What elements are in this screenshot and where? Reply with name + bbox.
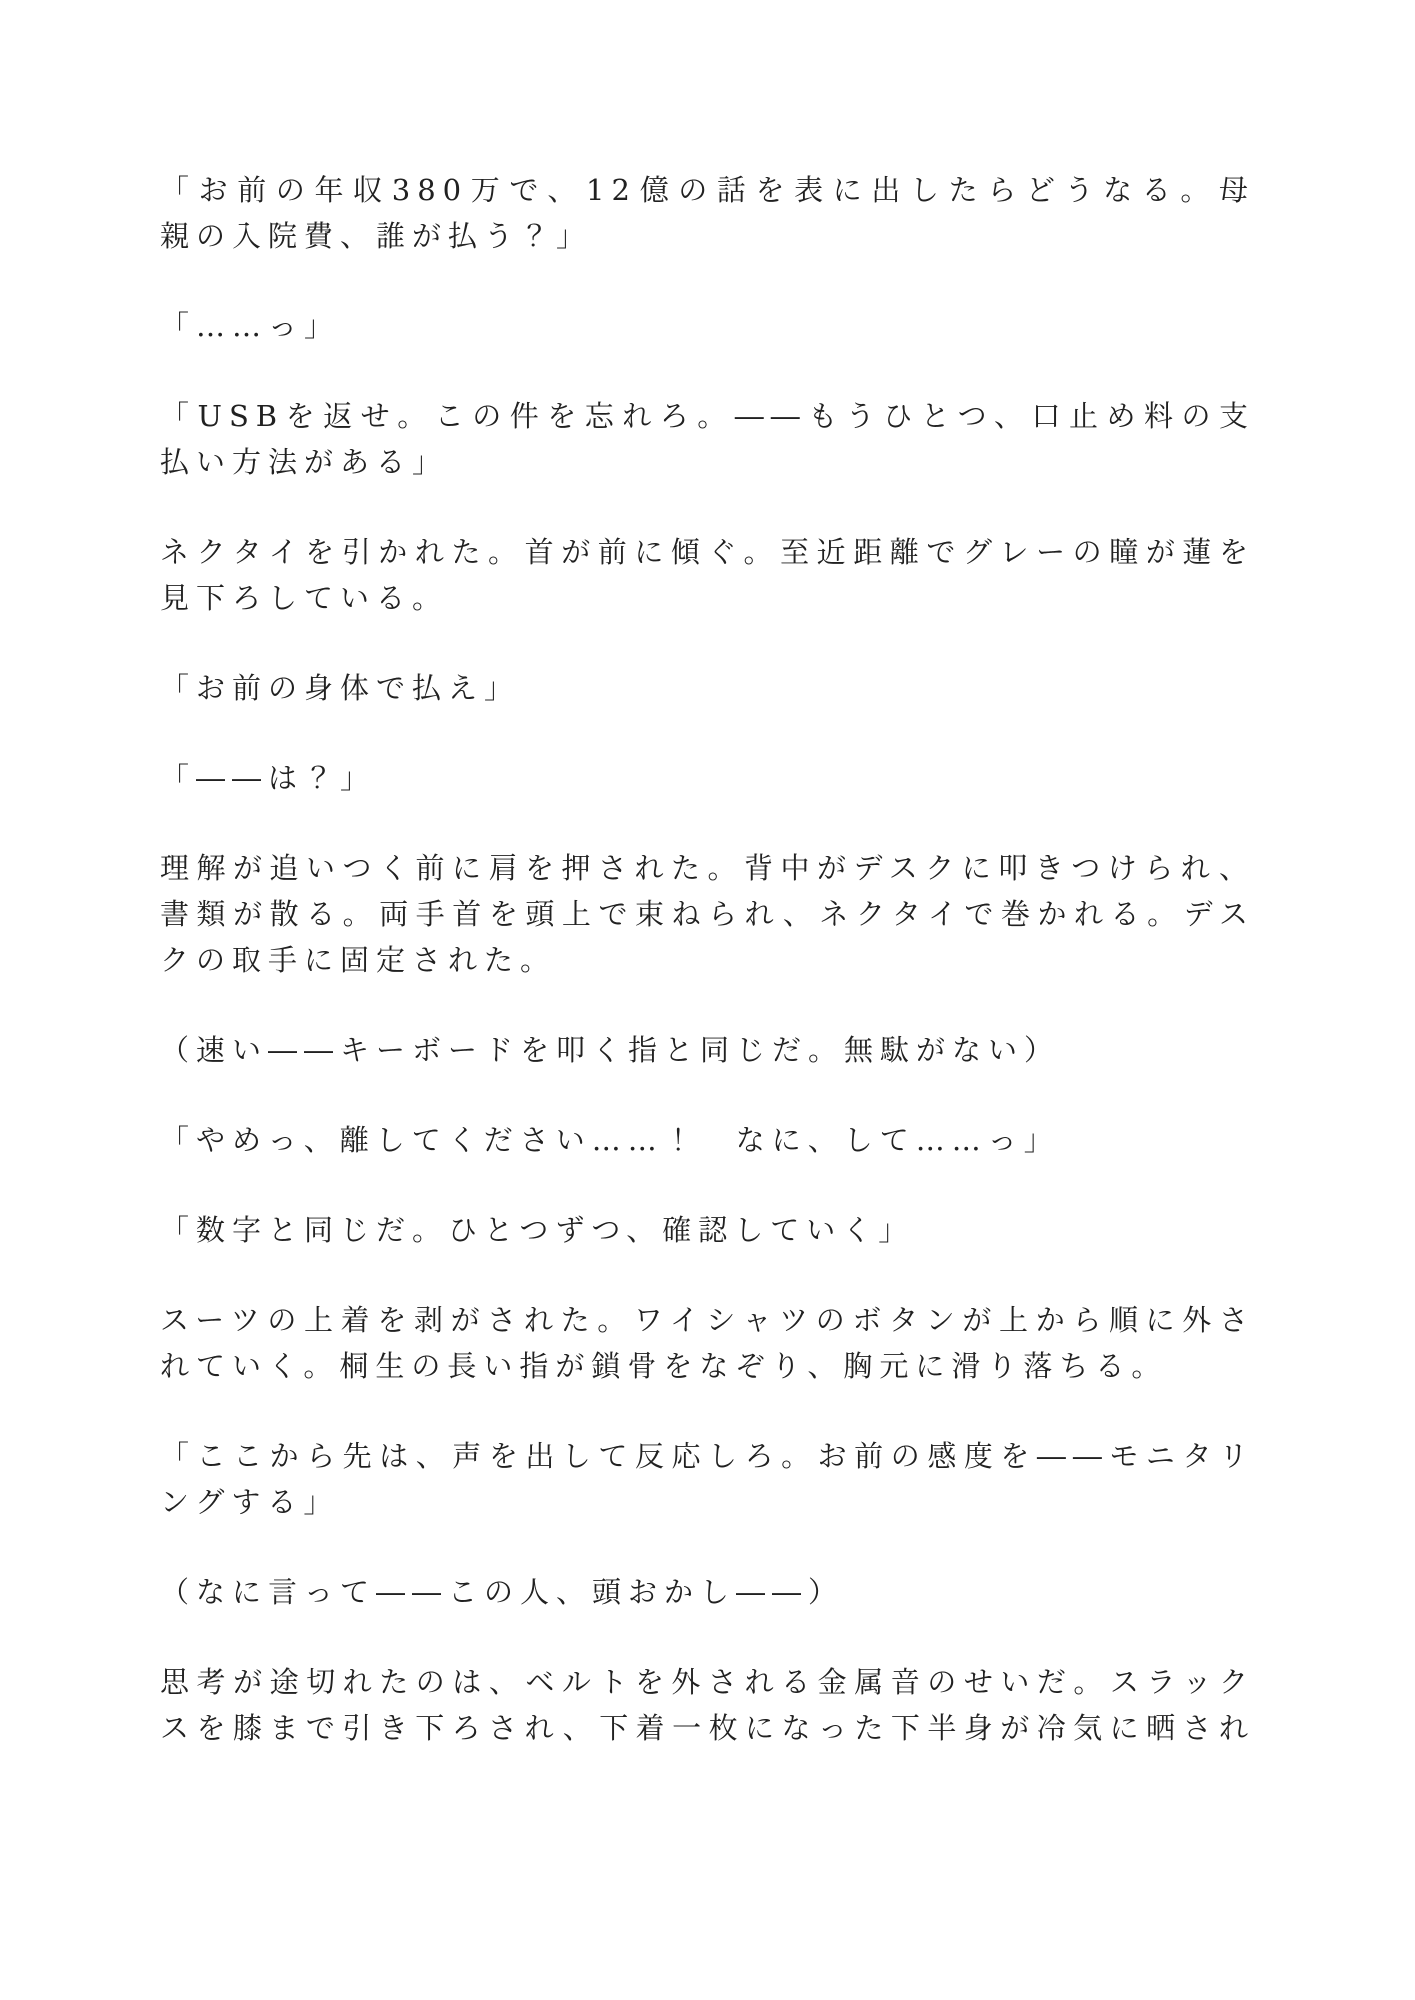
text-line: 「お前の身体で払え」 xyxy=(160,671,521,705)
text-line: 払い方法がある」 xyxy=(160,445,449,479)
paragraph xyxy=(160,1433,1255,1525)
text-line: （なに言って――この人、頭おかし――） xyxy=(160,1575,845,1609)
text-line: 思考が途切れたのは、ベルトを外される金属音のせいだ。スラック xyxy=(160,1665,1255,1699)
text-line: 「USBを返せ。この件を忘れろ。――もうひとつ、口止め料の支 xyxy=(160,399,1255,433)
text-line: 「数字と同じだ。ひとつずつ、確認していく」 xyxy=(160,1213,915,1247)
paragraph xyxy=(160,1117,1255,1163)
text-line: スを膝まで引き下ろされ、下着一枚になった下半身が冷気に晒され xyxy=(160,1711,1255,1745)
text-line: 「ここから先は、声を出して反応しろ。お前の感度を――モニタリ xyxy=(160,1439,1255,1473)
text-line: 「お前の年収380万で、12億の話を表に出したらどうなる。母 xyxy=(160,173,1255,207)
text-line: 「――は？」 xyxy=(160,761,377,795)
text-line: 見下ろしている。 xyxy=(160,581,449,615)
text-line: 理解が追いつく前に肩を押された。背中がデスクに叩きつけられ、 xyxy=(160,851,1255,885)
text-line: ネクタイを引かれた。首が前に傾ぐ。至近距離でグレーの瞳が蓮を xyxy=(160,535,1255,569)
paragraph xyxy=(160,1207,1255,1253)
text-line: 親の入院費、誰が払う？」 xyxy=(160,219,593,253)
paragraph xyxy=(160,1297,1255,1389)
paragraph xyxy=(160,167,1255,259)
text-line: 「……っ」 xyxy=(160,309,341,343)
text-line: ングする」 xyxy=(160,1485,340,1519)
paragraph xyxy=(160,393,1255,485)
paragraph xyxy=(160,1659,1255,1751)
paragraph xyxy=(160,755,1255,801)
text-line: （速い――キーボードを叩く指と同じだ。無駄がない） xyxy=(160,1033,1061,1067)
paragraph xyxy=(160,1569,1255,1615)
paragraph xyxy=(160,529,1255,621)
paragraph xyxy=(160,303,1255,349)
text-line: スーツの上着を剥がされた。ワイシャツのボタンが上から順に外さ xyxy=(160,1303,1255,1337)
paragraph xyxy=(160,1027,1255,1073)
paragraph xyxy=(160,665,1255,711)
text-line: 書類が散る。両手首を頭上で束ねられ、ネクタイで巻かれる。デス xyxy=(160,897,1255,931)
text-line: クの取手に固定された。 xyxy=(160,943,557,977)
paragraph xyxy=(160,845,1255,983)
text-line: れていく。桐生の長い指が鎖骨をなぞり、胸元に滑り落ちる。 xyxy=(160,1349,1168,1383)
text-line: 「やめっ、離してください……！ なに、して……っ」 xyxy=(160,1123,1060,1157)
